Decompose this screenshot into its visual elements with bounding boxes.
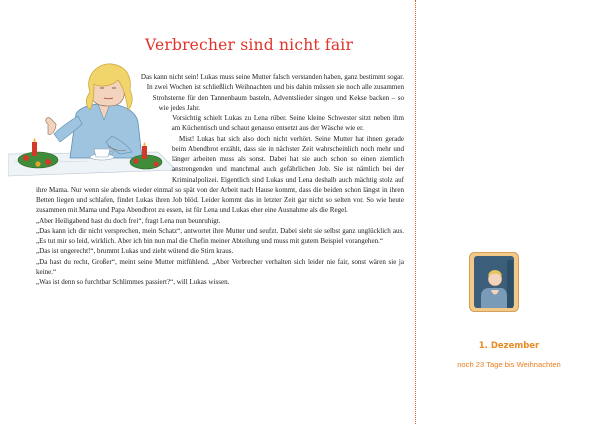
story-paragraph-3: Mist! Lukas hat sich also doch nicht verhört. Seine Mutter hat ihnen gerade beim Abendbrot erzählt, dass sie in nächster Zeit wahrscheinlich noch mehr und länger arbeiten muss als sonst. Dabei hat sie auch schon so einen ziemlich anstrengenden und manchmal auch gefährlichen Job. Sie ist nämlich bei der Kriminalpolizei. Eigentlich sind Lukas und Lena deshalb auch mächtig stolz auf ihre Mama. Nur wenn sie abends wieder einmal so spät von der Arbeit nach Hause kommt, dass die beiden schon längst in ihren Betten liegen und schlafen, findet Lukas ihren Job blöd. Leider kommt das in letzter Zeit gar nicht so selten vor. So wie heute zusammen mit Mama und Papa Abendbrot zu essen, ist für Lena und Lukas eher eine Ausnahme als die Regel.	[36, 134, 404, 215]
calendar-date: 1. Dezember	[478, 341, 540, 351]
story-paragraph-2: Vorsichtig schielt Lukas zu Lena rüber. Seine kleine Schwester sitzt neben ihm am Küchentisch und schaut genauso entsetzt aus der Wäsche wie er.	[171, 114, 404, 133]
dialogue-line-3: „Das ist ungerecht!“, brummt Lukas und zieht wütend die Stirn kraus.	[36, 247, 234, 256]
dialogue-line-5: „Was ist denn so furchtbar Schlimmes passiert?“, will Lukas wissen.	[36, 278, 230, 286]
story-title: Verbrecher sind nicht fair	[145, 36, 354, 54]
story-body	[36, 72, 404, 287]
dialogue-line-4: „Da hast du recht, Großer“, meint seine Mutter mitfühlend. „Aber Verbrecher verhalten sich leider nie fair, sonst wären sie ja keine.“	[36, 257, 404, 276]
days-until-christmas: noch 23 Tage bis Weihnachten	[457, 360, 561, 369]
dialogue-line-1: „Aber Heiligabend hast du doch frei“, fragt Lena nun beunruhigt.	[36, 216, 221, 225]
story-paragraph-1: Das kann nicht sein! Lukas muss seine Mutter falsch verstanden haben, ganz bestimmt sogar. In zwei Wochen ist schließlich Weihnachten und bis dahin müssen sie noch alle zusammen Strohsterne für den Tannenbaum basteln, Adventslieder singen und Kekse backen – so wie jedes Jahr.	[140, 73, 404, 112]
page-divider	[415, 0, 416, 424]
advent-calendar-window-illustration	[469, 252, 519, 312]
right-page	[418, 0, 600, 424]
dialogue-line-2: „Das kann ich dir nicht versprechen, mein Schatz“, antwortet ihre Mutter und seufzt. Dabei sieht sie selbst ganz unglücklich aus. „Es tut mir so leid, wirklich. Aber ich bin nun mal die Chefin meiner Abteilung und muss mit gutem Beispiel vorangehen.“	[36, 226, 404, 245]
